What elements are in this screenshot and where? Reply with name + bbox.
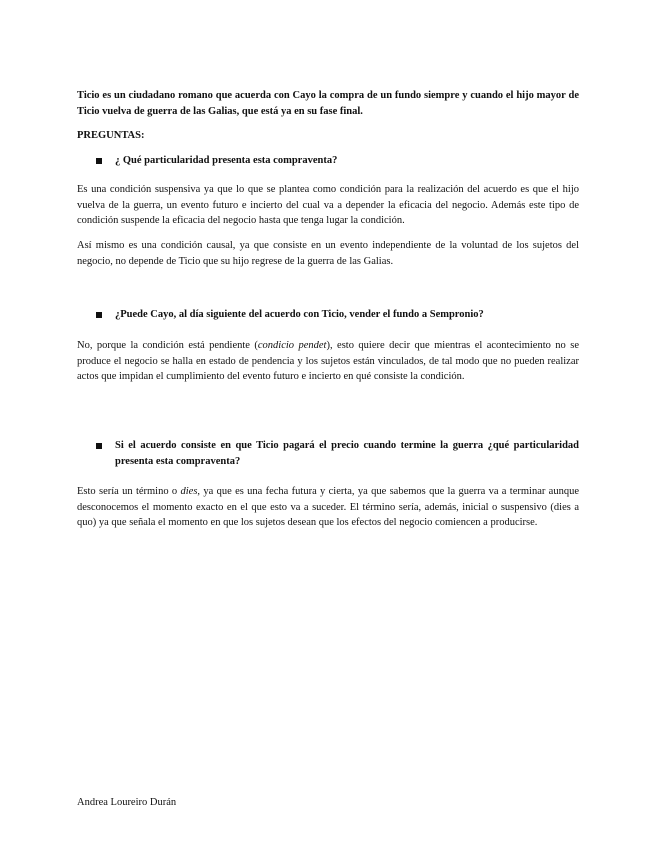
answer-3-latin-term: dies bbox=[180, 486, 198, 497]
question-1-text: ¿ Qué particularidad presenta esta compraventa? bbox=[115, 155, 338, 166]
bullet-icon bbox=[96, 158, 102, 164]
answer-1-paragraph-1: Es una condición suspensiva ya que lo que se plantea como condición para la realización del acuerdo es que el hijo vuelva de la guerra, un evento futuro e incierto del cual va a depender la eficacia del negocio. Además este tipo de condición suspende la eficacia del negocio hasta que tenga lugar la condición. bbox=[77, 184, 579, 226]
answer-3-part-b: , ya que es una fecha futura y cierta, ya que sabemos que la guerra va a terminar aunque desconocemos el momento exacto en el que esto va a suceder. El término sería, además, inicial o suspensivo (dies a quo) ya que señala el momento en que los sujetos desean que los efectos del negocio comiencen a producirse. bbox=[77, 486, 579, 528]
bullet-icon bbox=[96, 443, 102, 449]
answer-3-paragraph bbox=[77, 484, 579, 531]
intro-paragraph: Ticio es un ciudadano romano que acuerda con Cayo la compra de un fundo siempre y cuando el hijo mayor de Ticio vuelva de guerra de las Galias, que está ya en su fase final. bbox=[77, 90, 579, 117]
questions-heading: PREGUNTAS: bbox=[77, 130, 145, 141]
answer-2-paragraph bbox=[77, 338, 579, 385]
question-3-text: Si el acuerdo consiste en que Ticio pagará el precio cuando termine la guerra ¿qué particularidad presenta esta compraventa? bbox=[115, 440, 579, 467]
author-footer: Andrea Loureiro Durán bbox=[77, 797, 177, 808]
bullet-icon bbox=[96, 312, 102, 318]
answer-2-part-b: ), esto quiere decir que mientras el acontecimiento no se produce el negocio se halla en estado de pendencia y los sujetos están vinculados, de tal modo que no pueden realizar actos que impidan el cumplimiento del evento futuro e incierto en qué consiste la condición. bbox=[77, 340, 579, 382]
answer-1-paragraph-2: Así mismo es una condición causal, ya que consiste en un evento independiente de la voluntad de los sujetos del negocio, no depende de Ticio que su hijo regrese de la guerra de las Galias. bbox=[77, 240, 579, 267]
answer-2-part-a: No, porque la condición está pendiente ( bbox=[77, 340, 258, 351]
answer-3-part-a: Esto sería un término o bbox=[77, 486, 181, 497]
answer-2-latin-term: condicio pendet bbox=[257, 340, 327, 351]
question-2-text: ¿Puede Cayo, al día siguiente del acuerdo con Ticio, vender el fundo a Sempronio? bbox=[115, 309, 484, 320]
